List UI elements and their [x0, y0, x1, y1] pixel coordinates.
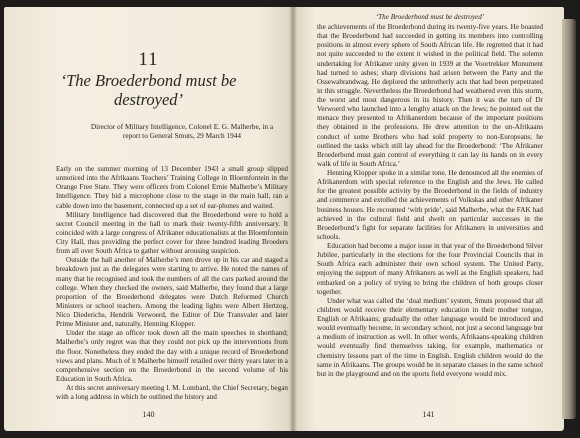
paragraph: At this secret anniversary meeting I. M. Lombard, the Chief Secretary, began with a long address in which he outlined the history and: [56, 384, 288, 402]
paragraph: Under the stage an officer took down all the main speeches in shorthand; Malherbe’s only regret was that they could not pick up the interventions from the floor. Nonetheless they ended the day with a unique record of Broederbond views and plans. Much of it Malherbe himself retailed over thirty years later in a comprehensive section on the Broederbond in the second volume of his Education in South Africa.: [56, 329, 288, 383]
paragraph: Early on the summer morning of 13 December 1943 a small group slipped unnoticed into the Afrikaans Teachers’ Training College in Bloemfontein in the Orange Free State. They were officers from Colonel Ernie Malherbe’s Military Intelligence. They hid a microphone close to the stage in the main hall, ran a cable down into the basement, connected up a set of ear-phones and waited.: [56, 165, 288, 210]
right-page: [293, 7, 564, 431]
epigraph-line-1: Director of Military Intelligence, Colonel E. G. Malherbe, in a: [90, 122, 274, 131]
running-head: ‘The Broederbond must be destroyed’: [375, 13, 485, 21]
left-body-text: [56, 165, 288, 402]
book-gutter: [289, 7, 297, 431]
paragraph: Under what was called the ‘dual medium’ system, Smuts proposed that all children would receive their elementary education in their mother tongue, English or Afrikaans; gradually the other language would be introduced and would eventually become, in secondary school, not just a second language but a medium of instruction as well. In other words, Afrikaans-speaking children would eventually find themselves taking, for example, mathematics or chemistry lessons part of the time in English. English children would do the same in Afrikaans. The groups would be in separate classes in the same school but in the playground and on the sports field everyone would mix.: [317, 296, 543, 378]
paragraph: the achievements of the Broederbond during its twenty-five years. He boasted that the Broederbond had succeeded in getting its members into controlling positions in almost every sphere of South African life. He regretted that it had not quite succeeded to the extent it wished in the political field. The solemn undertaking for Afrikaner unity given in 1939 at the Voortrekker Monument had turned to ashes; sharp divisions had arisen between the Party and the Ossewabrandwag. He deplored the unbrotherly acts that had been perpetrated in this struggle. Nevertheless the Broederbond had weathered even this storm, the worst and most dangerous in its history. Then it was the turn of Dr Verwoerd who launched into a lengthy attack on the Jews; he pointed out the menace they presented to Afrikanerdom because of the important positions they obtained in the professions. He drew attention to the un-Afrikaans conduct of some Brothers who had sold property to non-Europeans; he outlined the tasks which still lay ahead for the Broederbond: ‘The Afrikaner Broederbond must gain control of everything it can lay its hands on in every walk of life in South Africa.’: [317, 23, 543, 168]
page-edges: [562, 19, 576, 419]
paragraph: Education had become a major issue in that year of the Broederbond Silver Jubilee, particularly in the elections for the four Provincial Councils that in South Africa each administer their own school system. The United Party, enjoying the support of many Afrikaners as well as the English speakers, had embarked on a policy of trying to bring the children of both groups closer together.: [317, 242, 543, 296]
right-body-text: [317, 23, 543, 379]
paragraph: Outside the hall another of Malherbe’s men drove up in his car and staged a breakdown just as the delegates were starting to arrive. He noted the names of many that he recognised and took the numbers of all the cars parked around the college. When they checked the owners, said Malherbe, they found that a large proportion of the Broederbond delegates were Dutch Reformed Church Ministers or school teachers. Among the leading lights were Albert Hertzog, Nico Diederichs, Hendrik Verwoerd, the Editor of Die Transvaler and later Prime Minister and, naturally, Henning Klopper.: [56, 256, 288, 329]
chapter-number: 11: [138, 49, 159, 70]
chapter-title-line-2: destroyed’: [113, 90, 184, 109]
page-number-right: 141: [422, 410, 435, 419]
open-book: [4, 5, 576, 433]
chapter-title: [4, 71, 293, 109]
left-page: [4, 7, 293, 431]
paragraph: Military Intelligence had discovered that the Broederbond were to hold a secret Council meeting in the hall to mark their twenty-fifth anniversary. It coincided with a large congress of Afrikaner educationalists at the Bloemfontein City Hall, thus providing the perfect cover for three hundred leading Broeders from all over South Africa to gather without arousing suspicion.: [56, 210, 288, 256]
paragraph: Henning Klopper spoke in a similar tone. He denounced all the enemies of Afrikanerdom with special reference to the English and the Jews. He called for the greatest possible activity by the Broederbond in the fields of industry and commerce and extolled the achievements of Volkskas and other Afrikaner business houses. He recounted ‘with pride’, said Malherbe, what the FAK had achieved in the cultural field and dwelt on particular successes in the Broederbond’s fight for separate facilities for Afrikaners in universities and schools.: [317, 169, 543, 241]
chapter-title-line-1: ‘The Broederbond must be: [60, 71, 237, 90]
page-number-left: 140: [142, 410, 155, 419]
epigraph-line-2: report to General Smuts, 29 March 1944: [122, 131, 242, 140]
epigraph: [82, 122, 282, 140]
